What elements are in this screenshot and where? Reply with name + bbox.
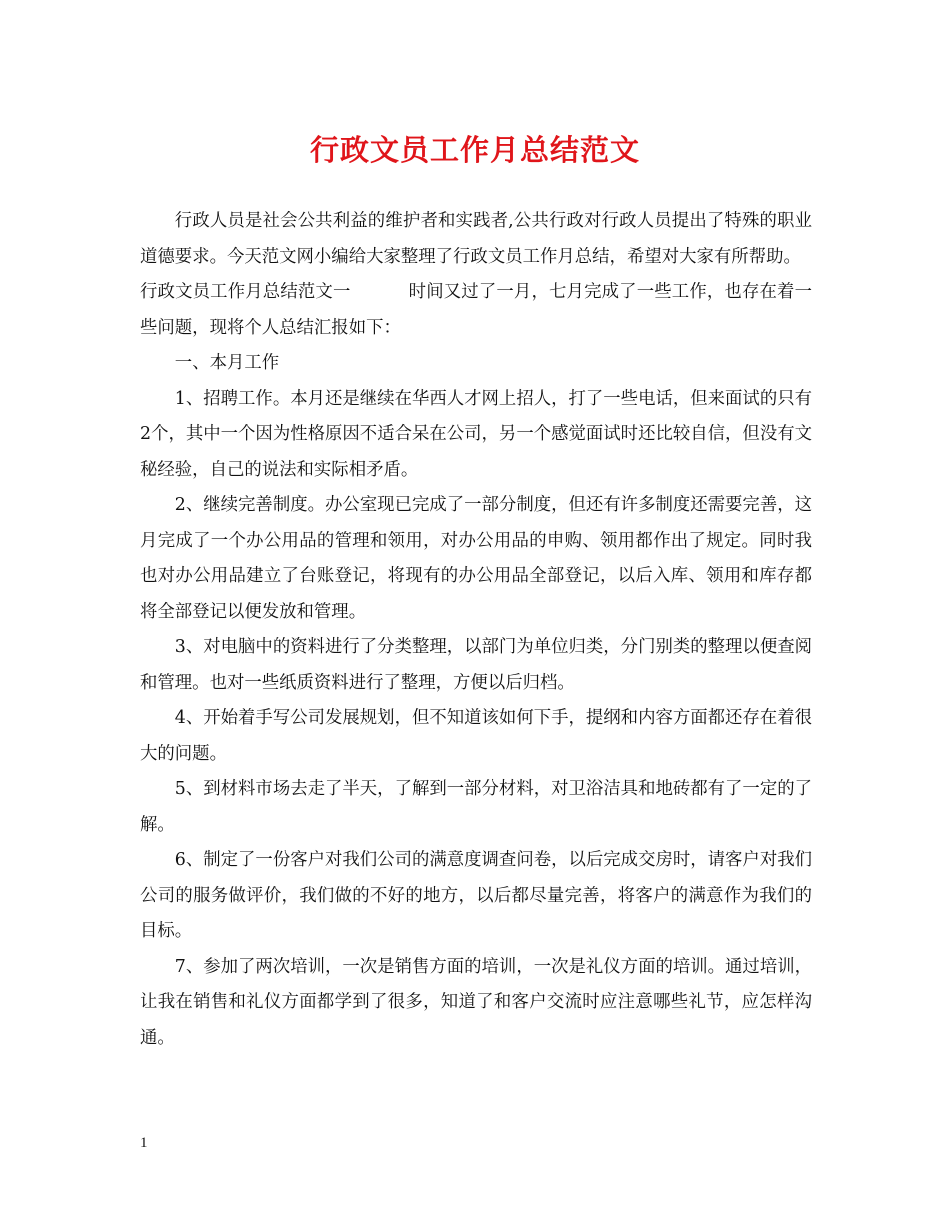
document-title: 行政文员工作月总结范文: [309, 133, 640, 167]
sample-heading: 行政文员工作月总结范文一: [140, 282, 351, 302]
work-item-4: 4、开始着手写公司发展规划，但不知道该如何下手，提纲和内容方面都还存在着很大的问题。: [140, 708, 812, 764]
work-item-6: 6、制定了一份客户对我们公司的满意度调查问卷，以后完成交房时，请客户对我们公司的服务做评价，我们做的不好的地方，以后都尽量完善，将客户的满意作为我们的目标。: [140, 850, 812, 941]
work-item-5: 5、到材料市场去走了半天，了解到一部分材料，对卫浴洁具和地砖都有了一定的了解。: [140, 779, 812, 835]
document-body: [140, 204, 812, 1056]
work-item-3: 3、对电脑中的资料进行了分类整理，以部门为单位归类，分门别类的整理以便查阅和管理。也对一些纸质资料进行了整理，方便以后归档。: [140, 637, 812, 693]
intro-paragraph: 行政人员是社会公共利益的维护者和实践者,公共行政对行政人员提出了特殊的职业道德要求。今天范文网小编给大家整理了行政文员工作月总结，希望对大家有所帮助。: [140, 211, 812, 267]
work-item-7: 7、参加了两次培训，一次是销售方面的培训，一次是礼仪方面的培训。通过培训，让我在销售和礼仪方面都学到了很多，知道了和客户交流时应注意哪些礼节，应怎样沟通。: [140, 956, 812, 1048]
sample-opening: 时间又过了一月，七月完成了一些工作，也存在着一些问题，现将个人总结汇报如下：: [140, 282, 812, 338]
work-item-2: 2、继续完善制度。办公室现已完成了一部分制度，但还有许多制度还需要完善，这月完成了一个办公用品的管理和领用，对办公用品的申购、领用都作出了规定。同时我也对办公用品建立了台账登记，将现有的办公用品全部登记，以后入库、领用和库存都将全部登记以便发放和管理。: [140, 495, 812, 622]
sample-heading-paragraph: [140, 275, 812, 346]
section-heading: 一、本月工作: [174, 353, 280, 373]
page-number: 1: [140, 1135, 148, 1151]
work-item-1: 1、招聘工作。本月还是继续在华西人才网上招人，打了一些电话，但来面试的只有2个，其中一个因为性格原因不适合呆在公司，另一个感觉面试时还比较自信，但没有文秘经验，自己的说法和实际相矛盾。: [140, 388, 812, 480]
